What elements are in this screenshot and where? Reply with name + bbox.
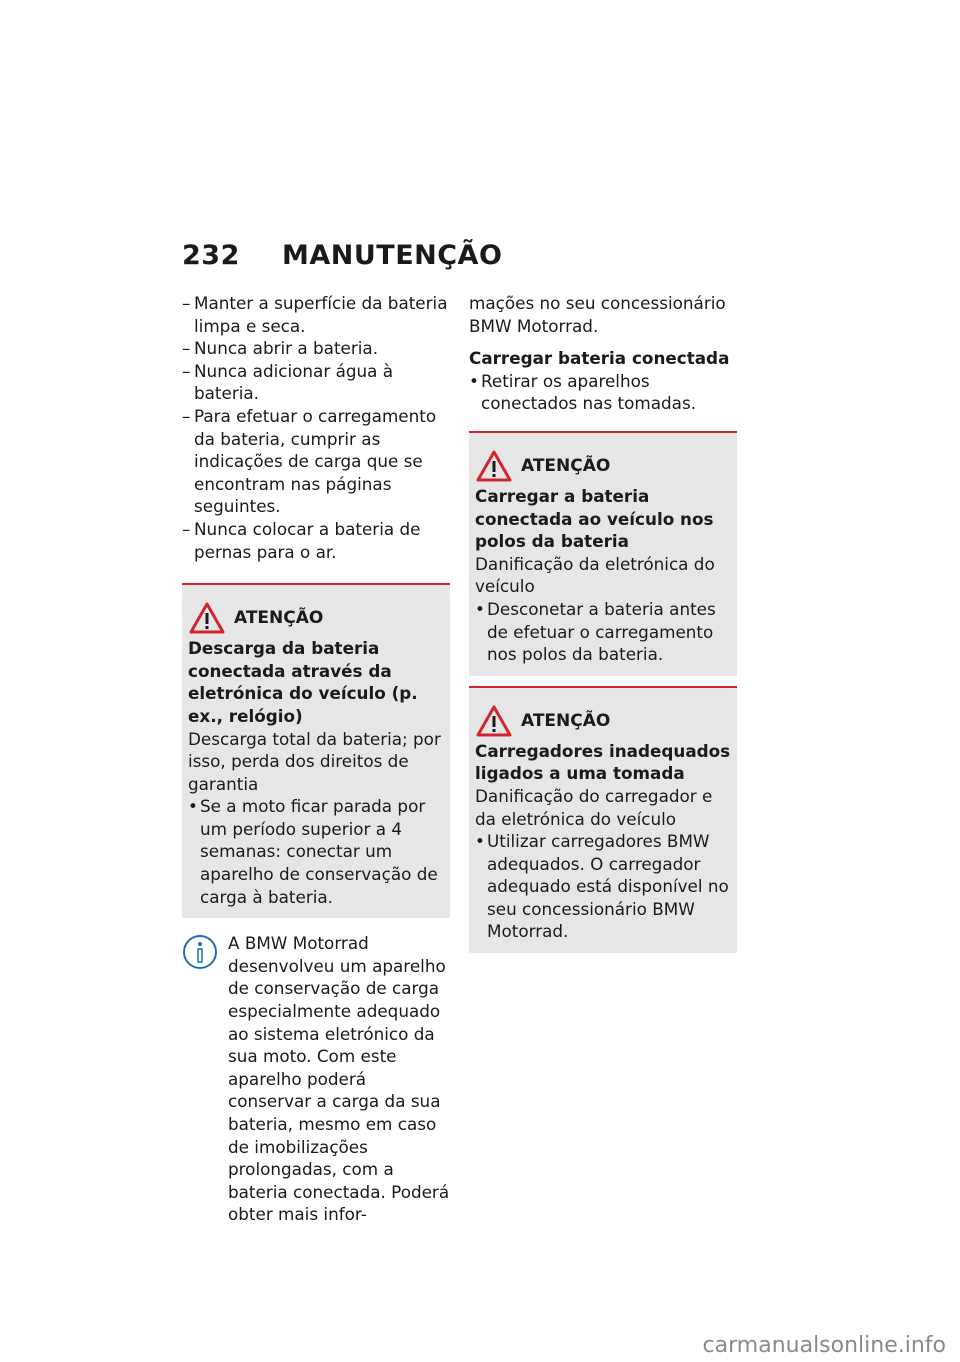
dash-list bbox=[182, 292, 450, 563]
warning-bullet: • Desconetar a bateria antes de efetuar o carregamento nos polos da bateria. bbox=[475, 598, 716, 665]
list-item: – Nunca adicionar água à bateria. bbox=[182, 360, 394, 404]
warning-triangle-icon bbox=[188, 601, 226, 635]
warning-triangle-icon bbox=[475, 449, 513, 483]
info-icon bbox=[182, 934, 218, 970]
page-title: MANUTENÇÃO bbox=[282, 240, 503, 271]
warning-bullet: • Se a moto ficar parada por um período superior a 4 semanas: conectar um aparelho de conservação de carga à bateria. bbox=[188, 796, 438, 907]
list-item: – Nunca colocar a bateria de pernas para o ar. bbox=[182, 518, 421, 562]
list-item: – Para efetuar o carregamento da bateria, cumprir as indicações de carga que se encontram nas páginas seguintes. bbox=[182, 405, 437, 517]
warning-consequence: Descarga total da bateria; por isso, perda dos direitos de garantia bbox=[188, 728, 441, 794]
info-text: A BMW Motorrad desenvolveu um aparelho de conservação de carga especialmente adequado ao sistema eletrónico da sua moto. Com este aparelho poderá conservar a carga da sua bateria, mesmo em caso de imobilizações prolongadas, com a bateria conectada. Poderá obter mais infor- bbox=[228, 933, 450, 1225]
warning-box bbox=[182, 583, 450, 918]
warning-header bbox=[475, 449, 731, 485]
warning-bullet: • Utilizar carregadores BMW adequados. O carregador adequado está disponível no seu concessionário BMW Motorrad. bbox=[475, 831, 729, 942]
section-bullet: • Retirar os aparelhos conectados nas tomadas. bbox=[469, 370, 697, 414]
right-column bbox=[469, 292, 737, 953]
warning-header bbox=[475, 704, 731, 740]
page-number: 232 bbox=[182, 240, 240, 271]
watermark: carmanualsonline.info bbox=[702, 1333, 946, 1358]
left-column bbox=[182, 292, 450, 1226]
warning-label: ATENÇÃO bbox=[521, 455, 611, 476]
page-header bbox=[182, 240, 502, 271]
warning-consequence: Danificação do carregador e da eletrónica do veículo bbox=[475, 785, 713, 829]
warning-label: ATENÇÃO bbox=[521, 710, 611, 731]
continuation-text: mações no seu concessionário BMW Motorrad. bbox=[469, 293, 726, 336]
warning-header bbox=[188, 601, 444, 637]
warning-box bbox=[469, 686, 737, 953]
list-item: – Manter a superfície da bateria limpa e seca. bbox=[182, 293, 448, 336]
warning-label: ATENÇÃO bbox=[234, 608, 324, 629]
warning-consequence: Danificação da eletrónica do veículo bbox=[475, 553, 715, 597]
warning-title: Descarga da bateria conectada através da eletrónica do veículo (p. ex., relógio) bbox=[188, 638, 418, 726]
section-title: Carregar bateria conectada bbox=[469, 348, 730, 369]
warning-title: Carregadores inadequados ligados a uma tomada bbox=[475, 740, 731, 784]
warning-triangle-icon bbox=[475, 704, 513, 738]
list-item: – Nunca abrir a bateria. bbox=[182, 338, 379, 359]
info-note bbox=[182, 932, 450, 1226]
warning-title: Carregar a bateria conectada ao veículo nos polos da bateria bbox=[475, 485, 714, 552]
warning-box bbox=[469, 431, 737, 676]
